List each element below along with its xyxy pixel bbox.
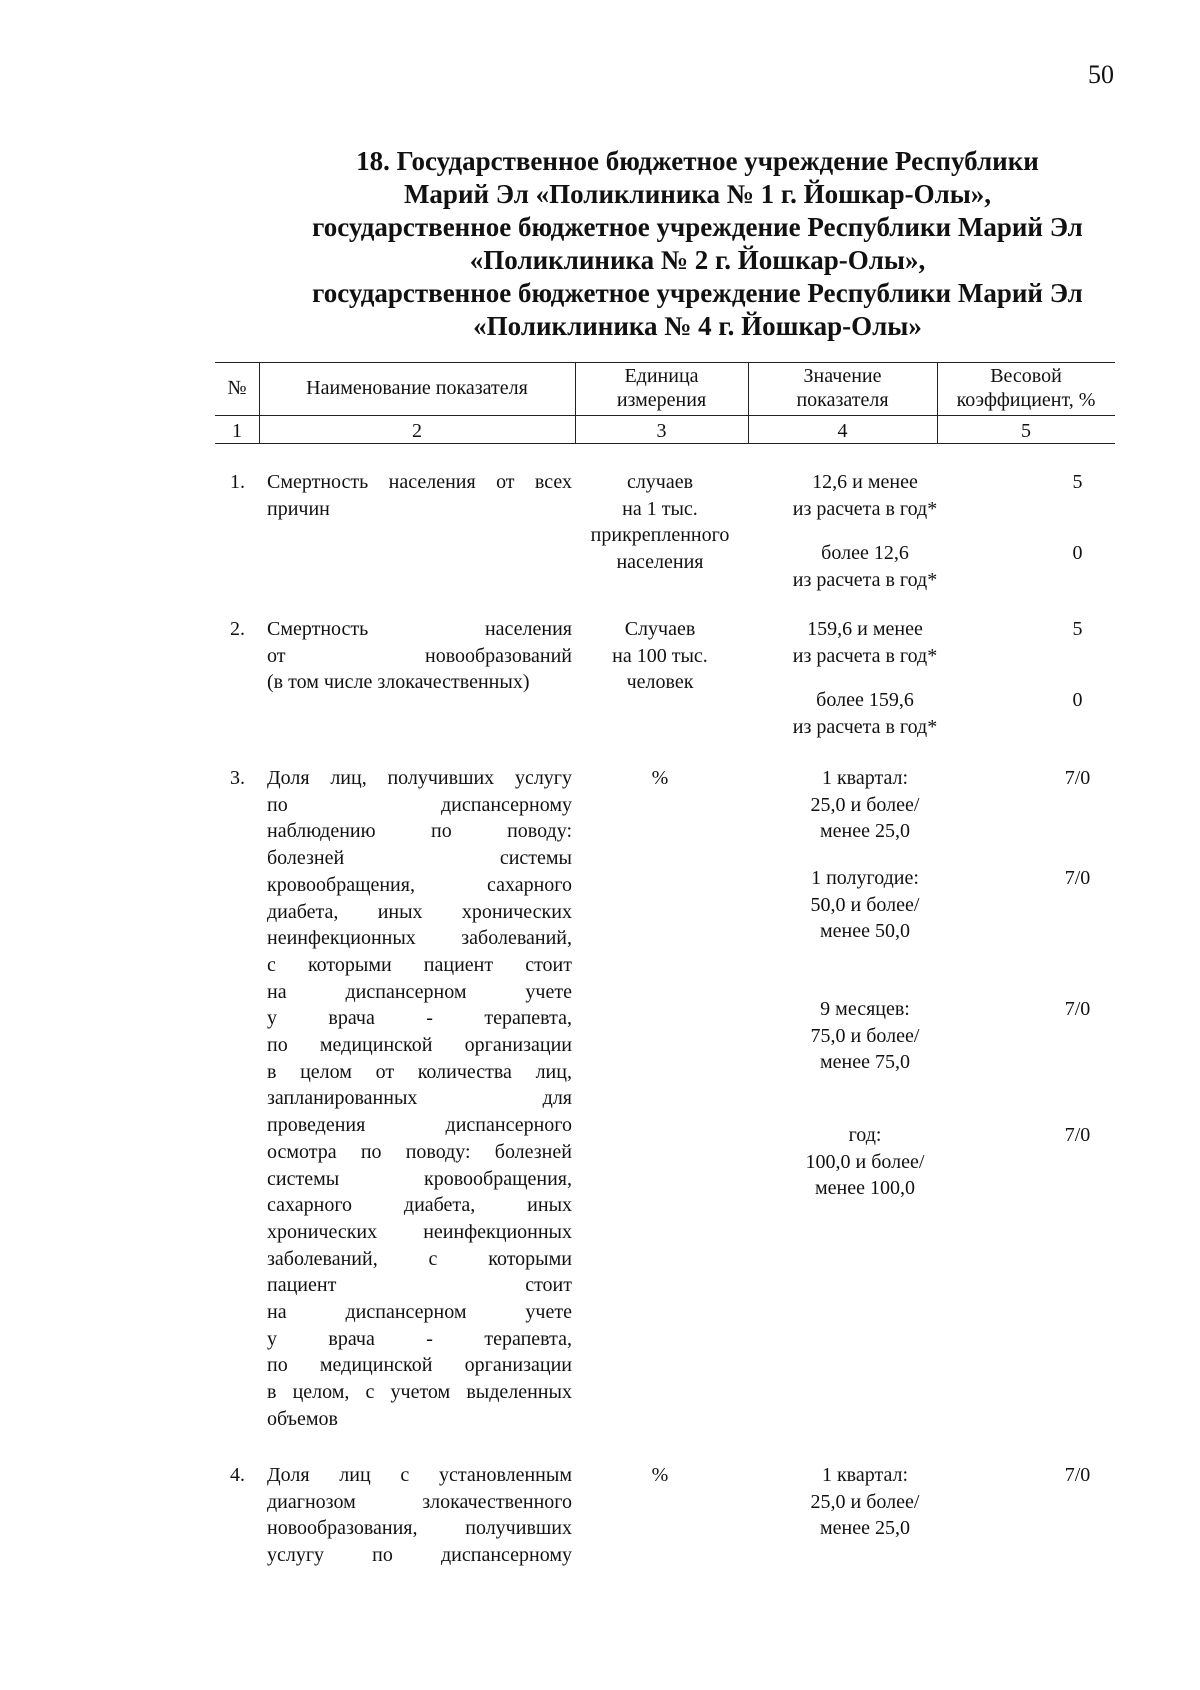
table-header	[215, 362, 1115, 444]
title-line: Марий Эл «Поликлиника № 1 г. Йошкар-Олы»,	[403, 179, 992, 209]
word: диспансерном	[345, 1301, 467, 1324]
word: с	[365, 1381, 375, 1404]
title-line: государственное бюджетное учреждение Республики Марий Эл	[312, 278, 1083, 308]
name-line: объемов	[267, 1407, 338, 1430]
column-number: 3	[656, 420, 667, 442]
name-line	[267, 469, 572, 496]
word: заболеваний,	[267, 1247, 378, 1270]
word: диспансерного	[445, 1114, 572, 1137]
word: учетом	[390, 1381, 451, 1404]
name-line	[267, 1059, 572, 1086]
name-line	[267, 1272, 572, 1299]
word: злокачественного	[422, 1490, 572, 1513]
word: по	[267, 793, 288, 816]
word: Смертность	[267, 471, 369, 493]
word: по	[372, 1544, 393, 1567]
indicator-value: 12,6 и менее из расчета в год*	[792, 471, 938, 520]
word: на	[267, 1301, 287, 1324]
word: населения	[484, 618, 572, 640]
word: проведения	[267, 1114, 366, 1137]
title-line: государственное бюджетное учреждение Республики Марий Эл	[312, 212, 1083, 242]
word: поводу:	[507, 820, 572, 843]
name-line	[267, 1112, 572, 1139]
word: лиц	[339, 1464, 371, 1486]
page-number: 50	[1088, 60, 1114, 89]
word: на	[267, 980, 287, 1003]
word: терапевта,	[484, 1007, 572, 1030]
indicator-value: год: 100,0 и более/ менее 100,0	[805, 1124, 925, 1200]
word: медицинской	[319, 1034, 433, 1057]
name-line	[267, 1085, 572, 1112]
name-line	[267, 1166, 572, 1193]
word: врача	[328, 1007, 375, 1030]
weight-coefficient: 7/0	[1064, 1464, 1091, 1486]
name-line	[267, 1489, 572, 1516]
title-line: «Поликлиника № 4 г. Йошкар-Олы»	[473, 311, 922, 341]
name-line	[267, 1326, 572, 1353]
word: с	[400, 1464, 410, 1486]
word: по	[267, 1354, 288, 1377]
word: по	[267, 1034, 288, 1057]
name-line: (в том числе злокачественных)	[267, 671, 530, 694]
word: сахарного	[267, 1194, 353, 1217]
word: болезней	[494, 1140, 572, 1163]
word: в	[267, 1060, 277, 1083]
weight-coefficient: 5	[1072, 471, 1083, 493]
word: организации	[464, 1354, 572, 1377]
word: кровообращения,	[267, 873, 415, 896]
word: организации	[464, 1034, 572, 1057]
column-numbers-rule	[215, 443, 1115, 444]
word: диспансерном	[345, 980, 467, 1003]
document-title	[270, 145, 1125, 343]
word: стоит	[525, 953, 572, 976]
title-line: «Поликлиника № 2 г. Йошкар-Олы»,	[469, 245, 926, 275]
column-number: 4	[837, 420, 848, 442]
name-line	[267, 952, 572, 979]
weight-coefficient: 5	[1072, 618, 1083, 640]
name-line	[267, 925, 572, 952]
word: для	[542, 1087, 572, 1110]
word: кровообращения,	[424, 1167, 572, 1190]
word: болезней	[267, 847, 345, 870]
word: получивших	[465, 1517, 572, 1540]
column-number: 2	[412, 420, 422, 442]
word: хронических	[267, 1220, 378, 1243]
weight-coefficient: 0	[1072, 542, 1083, 564]
unit-of-measure: Случаев на 100 тыс. человек	[612, 618, 708, 694]
header-value: Значение показателя	[796, 365, 889, 411]
name-line	[267, 1352, 572, 1379]
word: -	[426, 1327, 433, 1350]
word: с	[428, 1247, 438, 1270]
word: от	[267, 644, 286, 667]
word: получивших	[387, 767, 495, 789]
weight-coefficient: 7/0	[1064, 767, 1091, 789]
indicator-value: более 159,6 из расчета в год*	[792, 689, 938, 738]
column-number: 5	[1021, 420, 1031, 442]
word: стоит	[525, 1274, 572, 1297]
row-number: 3.	[230, 767, 245, 789]
word: диспансерному	[440, 1544, 572, 1567]
word: Доля	[267, 1464, 310, 1486]
indicator-value: 1 квартал: 25,0 и более/ менее 25,0	[810, 767, 920, 843]
word: медицинской	[319, 1354, 433, 1377]
word: пациент	[267, 1274, 337, 1297]
word: осмотра	[267, 1140, 337, 1163]
word: установленным	[439, 1464, 572, 1486]
header-unit: Единица измерения	[616, 365, 707, 411]
header-rule	[215, 415, 1115, 416]
name-line	[267, 1515, 572, 1542]
column-number: 1	[232, 420, 242, 442]
row-number: 4.	[230, 1464, 245, 1486]
name-line	[267, 1032, 572, 1059]
name-line	[267, 899, 572, 926]
weight-coefficient: 7/0	[1064, 1124, 1091, 1146]
indicator-value: более 12,6 из расчета в год*	[792, 542, 938, 591]
weight-coefficient: 7/0	[1064, 867, 1091, 889]
unit-of-measure: случаев на 1 тыс. прикрепленного населения	[590, 471, 730, 574]
header-weight: Весовой коэффициент, %	[956, 365, 1096, 411]
name-line	[267, 792, 572, 819]
word: -	[426, 1007, 433, 1030]
table-top-rule	[215, 362, 1115, 363]
word: неинфекционных	[423, 1220, 572, 1243]
word: с	[267, 953, 276, 976]
word: диагнозом	[267, 1490, 356, 1513]
word: пациент	[423, 953, 494, 976]
word: у	[267, 1007, 277, 1030]
word: запланированных	[267, 1087, 418, 1110]
name-line	[267, 1139, 572, 1166]
word: диабета,	[267, 900, 339, 923]
word: хронических	[461, 900, 572, 923]
name-line	[267, 818, 572, 845]
indicator-value: 9 месяцев: 75,0 и более/ менее 75,0	[810, 998, 920, 1074]
name-line	[267, 979, 572, 1006]
word: в	[267, 1381, 277, 1404]
name-line	[267, 765, 572, 792]
word: которыми	[488, 1247, 572, 1270]
name-line	[267, 1542, 572, 1569]
word: новообразований	[424, 644, 572, 667]
name-line	[267, 643, 572, 670]
word: иных	[377, 900, 423, 923]
word: неинфекционных	[267, 927, 416, 950]
word: лиц,	[535, 1060, 572, 1083]
word: которыми	[307, 953, 392, 976]
name-line	[267, 845, 572, 872]
row-number: 2.	[230, 618, 245, 640]
name-line	[267, 1219, 572, 1246]
title-line: 18. Государственное бюджетное учреждение Республики	[356, 146, 1039, 176]
word: количества	[417, 1060, 512, 1083]
word: выделенных	[466, 1381, 572, 1404]
word: по	[360, 1140, 382, 1163]
word: лиц,	[330, 767, 367, 789]
word: всех	[534, 471, 572, 493]
name-line	[267, 1005, 572, 1032]
name-line	[267, 1192, 572, 1219]
header-num: №	[227, 377, 247, 399]
word: терапевта,	[484, 1327, 572, 1350]
name-line	[267, 1246, 572, 1273]
weight-coefficient: 7/0	[1064, 998, 1091, 1020]
word: врача	[328, 1327, 375, 1350]
name-line	[267, 616, 572, 643]
name-line	[267, 872, 572, 899]
word: учете	[525, 980, 572, 1003]
word: новообразования,	[267, 1517, 418, 1540]
word: по	[430, 820, 452, 843]
word: Смертность	[267, 618, 369, 640]
name-line: причин	[267, 497, 330, 520]
indicator-name	[267, 469, 572, 522]
name-line	[267, 1299, 572, 1326]
word: сахарного	[486, 873, 572, 896]
word: заболеваний,	[461, 927, 572, 950]
weight-coefficient: 0	[1072, 689, 1083, 711]
word: системы	[499, 847, 572, 870]
word: целом	[300, 1060, 352, 1083]
word: системы	[267, 1167, 340, 1190]
word: услугу	[514, 767, 572, 789]
word: поводу:	[405, 1140, 471, 1163]
word: Доля	[267, 767, 310, 789]
indicator-name	[267, 1462, 572, 1569]
word: от	[375, 1060, 395, 1083]
word: услугу	[267, 1544, 325, 1567]
unit-of-measure: %	[651, 1464, 669, 1486]
indicator-name	[267, 616, 572, 696]
word: диабета,	[403, 1194, 476, 1217]
unit-of-measure: %	[651, 767, 669, 789]
word: целом,	[292, 1381, 350, 1404]
word: диспансерному	[440, 793, 572, 816]
header-name: Наименование показателя	[306, 377, 528, 399]
word: иных	[527, 1194, 572, 1217]
word: наблюдению	[267, 820, 376, 843]
indicator-value: 1 полугодие: 50,0 и более/ менее 50,0	[810, 867, 920, 943]
name-line	[267, 1379, 572, 1406]
row-number: 1.	[230, 471, 245, 493]
indicator-value: 1 квартал: 25,0 и более/ менее 25,0	[810, 1464, 920, 1540]
word: от	[496, 471, 515, 493]
name-line	[267, 1462, 572, 1489]
indicator-value: 159,6 и менее из расчета в год*	[792, 618, 938, 667]
word: населения	[388, 471, 476, 493]
indicator-name	[267, 765, 572, 1433]
word: у	[267, 1327, 277, 1350]
word: учете	[525, 1301, 572, 1324]
